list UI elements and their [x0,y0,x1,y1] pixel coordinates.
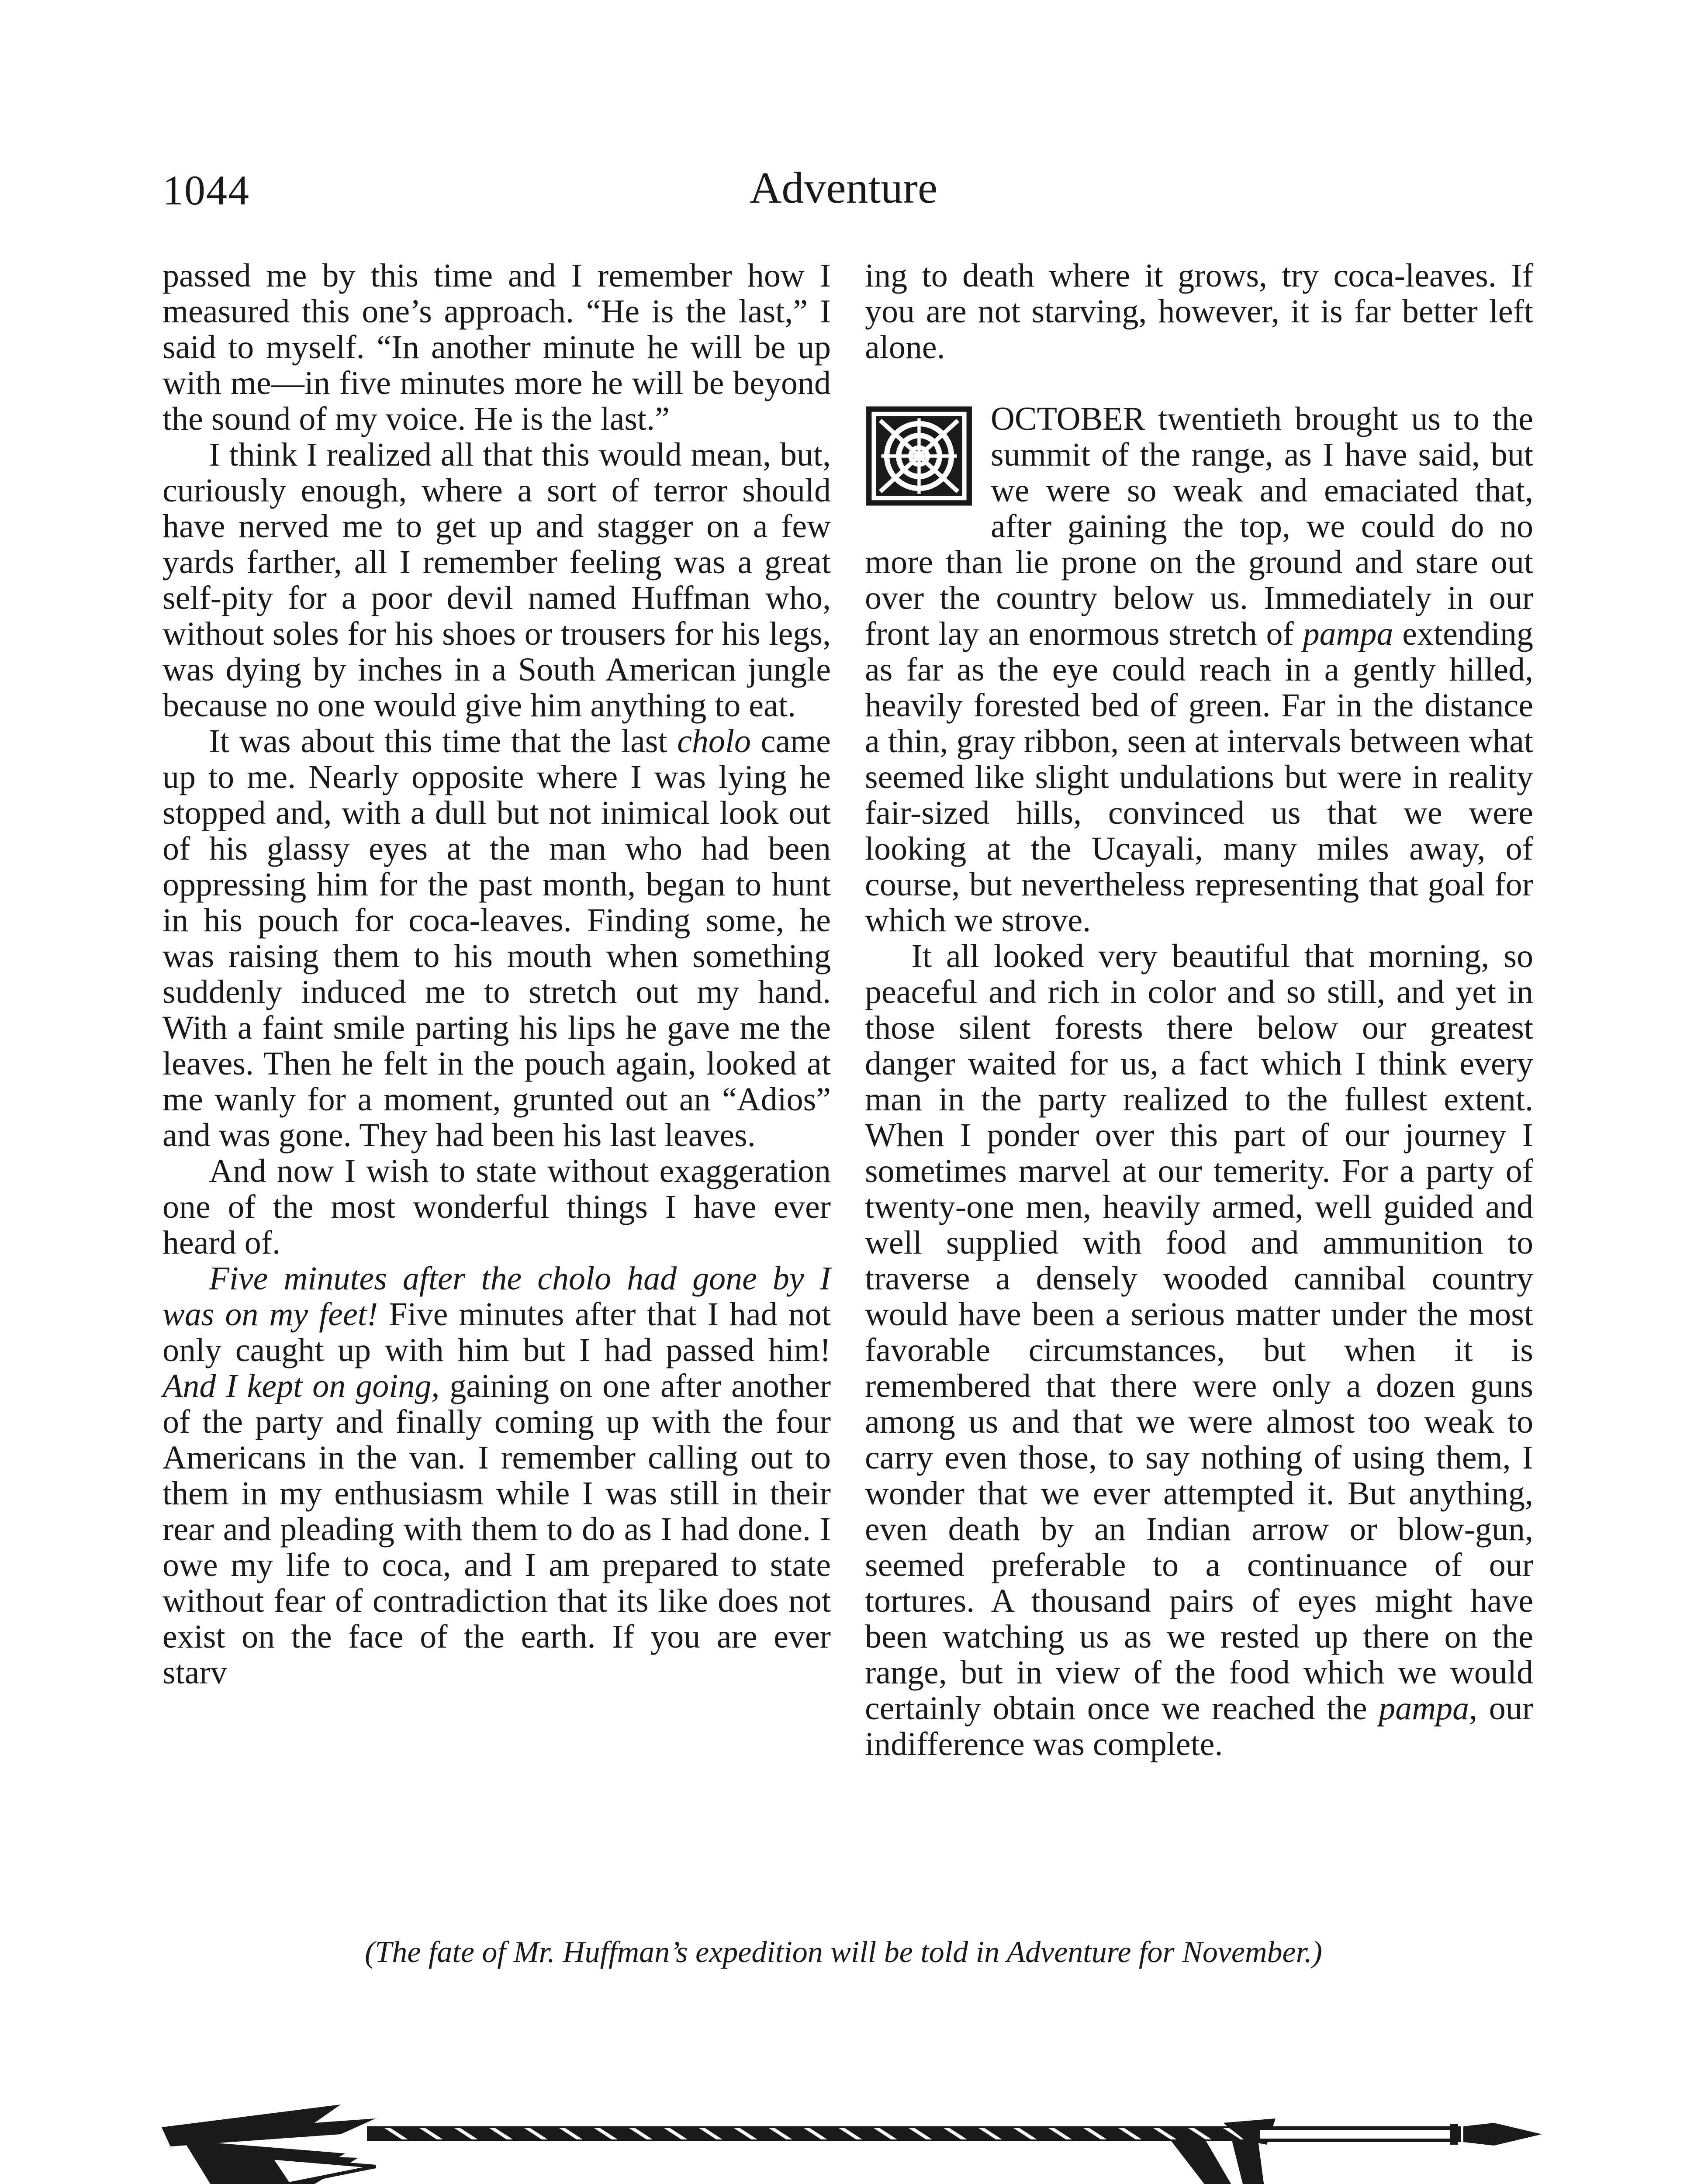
text-run: , our indifference was complete. [865,1690,1534,1762]
italic-run: Five minutes after the cholo had gone by I was on my feet! [162,1260,831,1333]
arrow-ornament-icon [157,2053,1546,2184]
left-paragraph-4: And now I wish to state without exaggeration one of the most wonderful things I have ever heard of. [162,1153,831,1261]
italic-run: And I kept on going, [162,1368,440,1404]
left-column [162,258,831,1690]
text-run: twentieth brought us to the summit of the range, as I have said, but we were so weak and emaciated that, after gaining the top, we could do no more than lie prone on the ground and stare out over the country below us. Immediately in our front lay an enormous stretch of [865,401,1533,652]
text-run: Five minutes after that I had not only caught up with him but I had passed him! [162,1296,831,1368]
text-run: extending as far as the eye could reach in a gently hilled, heavily forested bed of green. Far in the distance a thin, gray ribbon, seen at intervals between what seemed like slight undulations but were in reality fair-sized hills, convinced us that we were looking at the Ucayali, many miles away, of course, but nevertheless representing that goal for which we strove. [865,615,1533,939]
celtic-knot-icon [865,405,973,507]
italic-run: pampa [1303,615,1393,652]
left-paragraph-5 [162,1261,831,1690]
left-paragraph-3 [162,723,831,1153]
continuation-caption: (The fate of Mr. Huffman’s expedition will be told in Adventure for November.) [365,1935,1322,1969]
italic-run: cholo [677,723,751,760]
text-run: It was about this time that the last [209,723,678,760]
italic-run: pampa [1379,1690,1469,1727]
text-run: gaining on one after another of the party and finally coming up with the four Americans in the van. I remember calling out to them in my enthusiasm while I was still in their rear and pleading with them to do as I had done. I owe my life to coca, and I am prepared to state without fear of contradiction that its like does not exist on the face of the earth. If you are ever starv [162,1368,831,1691]
dropcap-lead: OCTOBER [991,401,1145,437]
running-head: Adventure [749,163,938,213]
right-column [865,258,1533,1762]
left-paragraph-1: passed me by this time and I remember how I measured this one’s approach. “He is the last,” I said to myself. “In another minute he will be up with me—in five minutes more he will be beyond the sound of my voice. He is the last.” [162,257,831,437]
right-paragraph-3 [865,938,1533,1762]
right-paragraph-1: ing to death where it grows, try coca-leaves. If you are not starving, however, it is far better left alone. [865,257,1533,366]
left-paragraph-2: I think I realized all that this would mean, but, curiously enough, where a sort of terror should have nerved me to get up and stagger on a few yards farther, all I remember feeling was a great self-pity for a poor devil named Huffman who, without soles for his shoes or trousers for his legs, was dying by inches in a South American jungle because no one would give him anything to eat. [162,436,831,724]
page-number: 1044 [162,167,250,214]
right-paragraph-2 [865,401,1533,938]
text-run: came up to me. Nearly opposite where I was lying he stopped and, with a dull but not inimical look out of his glassy eyes at the man who had been oppressing him for the past month, began to hunt in his pouch for coca-leaves. Finding some, he was raising them to his mouth when something suddenly induced me to stretch out my hand. With a faint smile parting his lips he gave me the leaves. Then he felt in the pouch again, looked at me wanly for a moment, grunted out an “Adios” and was gone. They had been his last leaves. [162,723,831,1154]
text-run: It all looked very beautiful that morning, so peaceful and rich in color and so still, and yet in those silent forests there below our greatest danger waited for us, a fact which I think every man in the party realized to the fullest extent. When I ponder over this part of our journey I sometimes marvel at our temerity. For a party of twenty-one men, heavily armed, well guided and well supplied with food and ammunition to traverse a densely wooded cannibal country would have been a serious matter under the most favorable circumstances, but when it is remembered that there were only a dozen guns among us and that we were almost too weak to carry even those, to say nothing of using them, I wonder that we ever attempted it. But anything, even death by an Indian arrow or blow-gun, seemed preferable to a continuance of our tortures. A thousand pairs of eyes might have been watching us as we rested up there on the range, but in view of the food which we would certainly obtain once we reached the [865,938,1533,1727]
